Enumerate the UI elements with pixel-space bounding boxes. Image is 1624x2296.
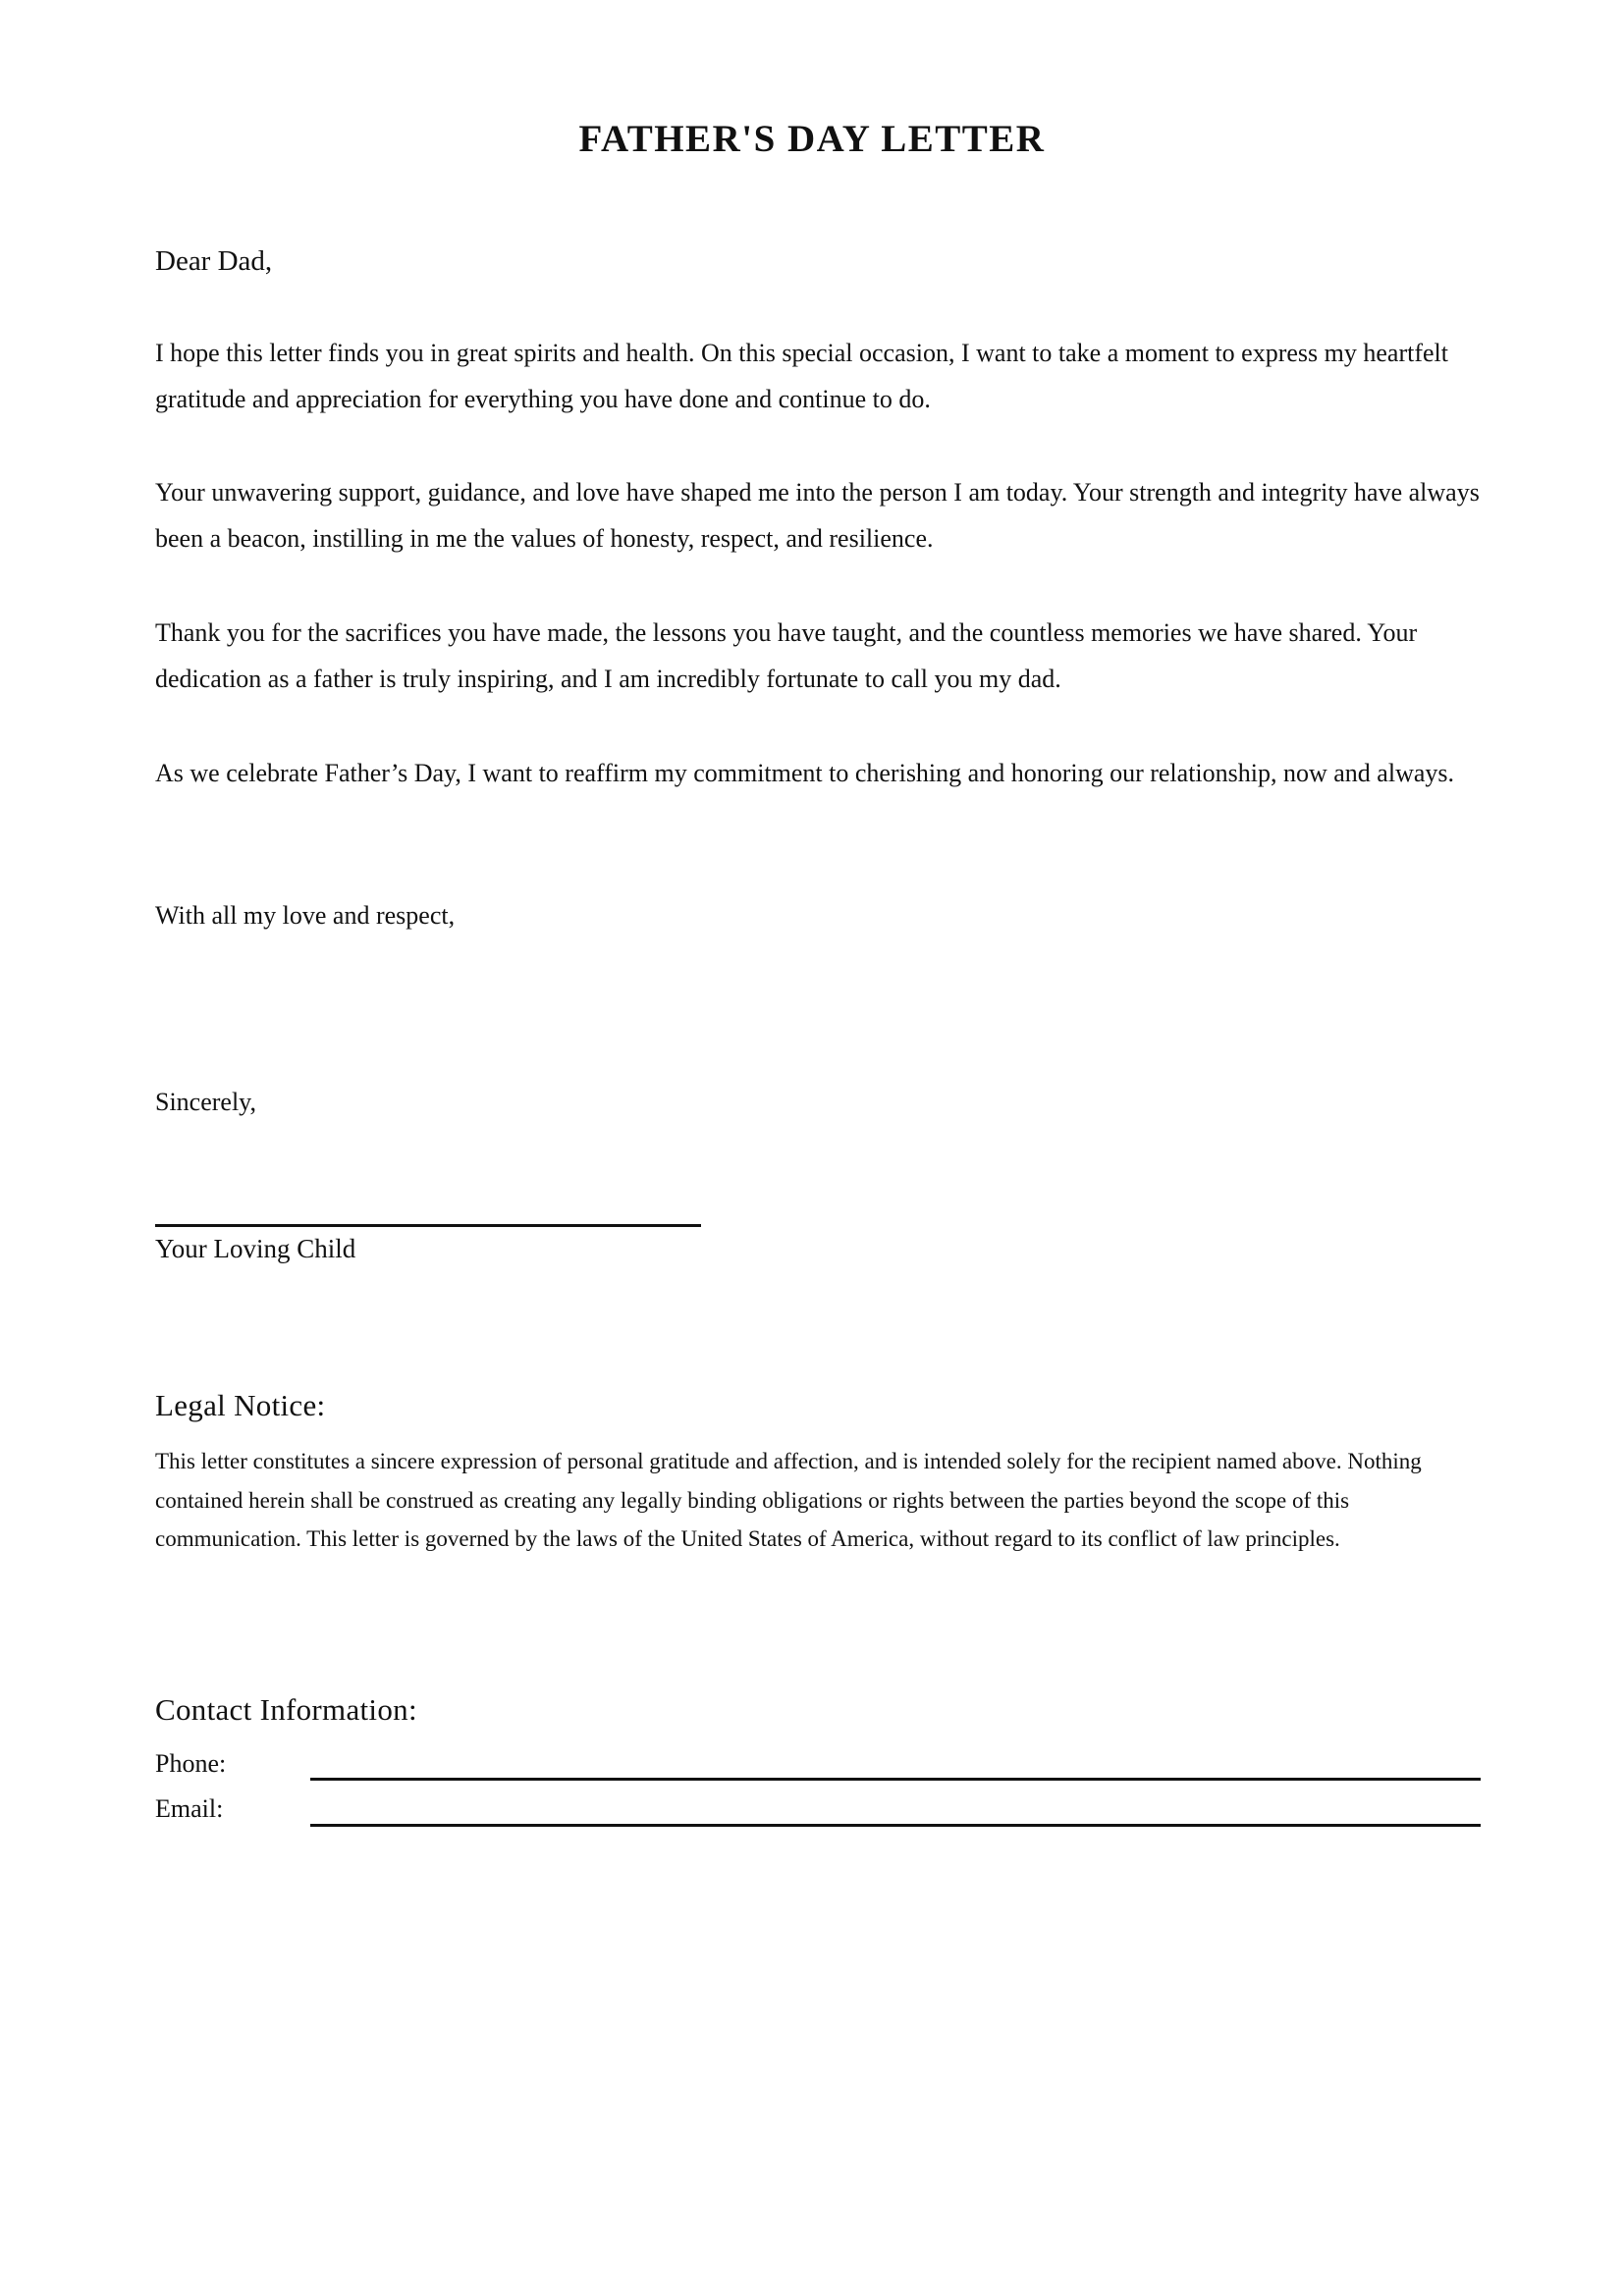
email-label: Email: <box>155 1794 224 1823</box>
paragraph-3: Thank you for the sacrifices you have made, the lessons you have taught, and the countless memories we have shared. Your dedication as a father is truly inspiring, and I am incredibly fortunate to call you my dad. <box>155 618 1418 693</box>
closing-line: With all my love and respect, <box>155 901 456 930</box>
email-field[interactable] <box>310 1824 1481 1827</box>
paragraph-4: As we celebrate Father’s Day, I want to reaffirm my commitment to cherishing and honoring our relationship, now and always. <box>155 759 1455 787</box>
phone-field[interactable] <box>310 1778 1481 1781</box>
contact-heading: Contact Information: <box>155 1692 417 1727</box>
salutation: Dear Dad, <box>155 245 273 277</box>
sign-off: Sincerely, <box>155 1088 256 1116</box>
signature-line[interactable] <box>155 1224 701 1227</box>
legal-notice-text: This letter constitutes a sincere expression of personal gratitude and affection, and is intended solely for the recipient named above. Nothing contained herein shall be construed as creating any legally binding obligations or rights between the parties beyond the scope of this communication. This letter is governed by the laws of the United States of America, without regard to its conflict of law principles. <box>155 1449 1422 1551</box>
paragraph-2: Your unwavering support, guidance, and love have shaped me into the person I am today. Your strength and integrity have always been a beacon, instilling in me the values of honesty, respect, and resilience. <box>155 478 1480 553</box>
phone-label: Phone: <box>155 1749 227 1778</box>
legal-notice-heading: Legal Notice: <box>155 1388 326 1422</box>
signature-name: Your Loving Child <box>155 1234 356 1263</box>
paragraph-1: I hope this letter finds you in great spirits and health. On this special occasion, I want to take a moment to express my heartfelt gratitude and appreciation for everything you have done and continue to do. <box>155 339 1448 413</box>
document-title: FATHER'S DAY LETTER <box>578 118 1046 160</box>
